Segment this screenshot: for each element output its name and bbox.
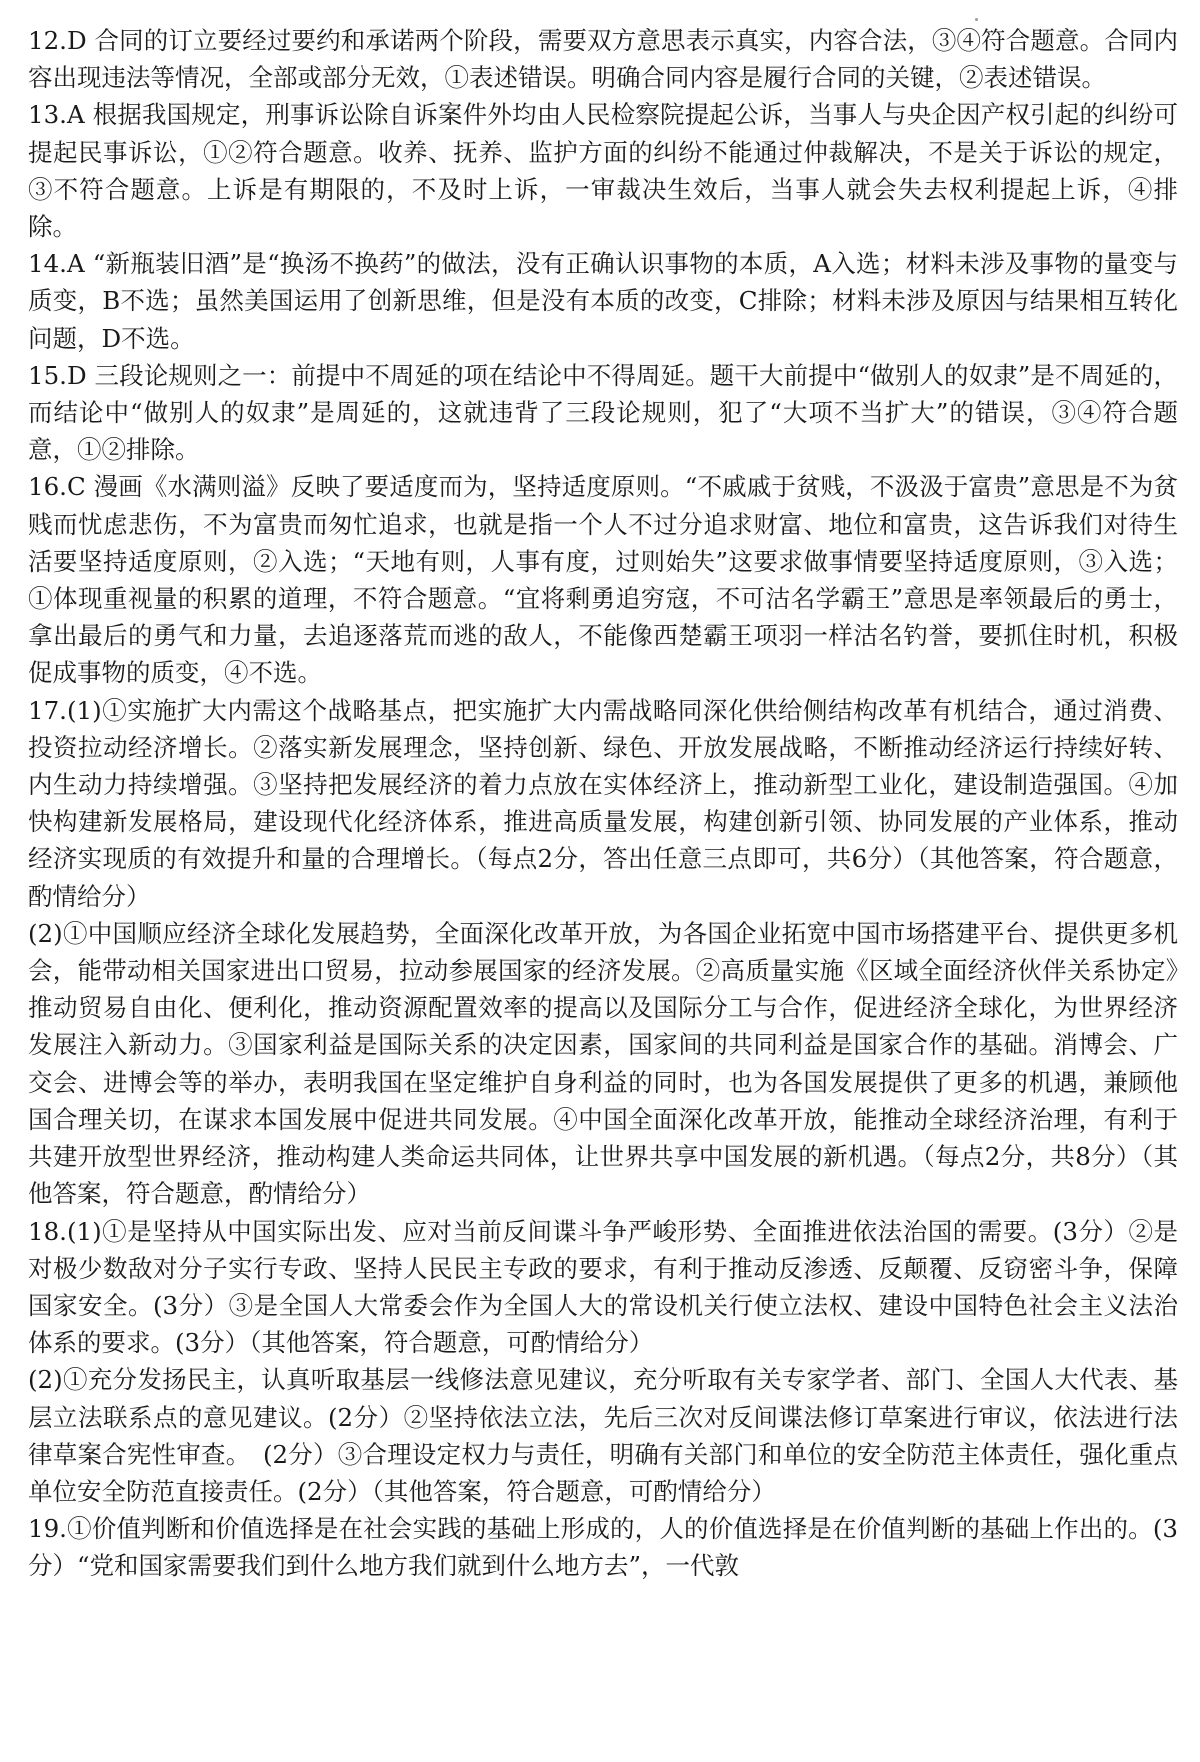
answer-q16: 16.C 漫画《水满则溢》反映了要适度而为，坚持适度原则。“不戚戚于贫贱，不汲汲于富贵”意思是不为贫贱而忧虑悲伤，不为富贵而匆忙追求，也就是指一个人不过分追求财富、地位和富贵，这告诉我们对待生活要坚持适度原则，②入选；“天地有则，人事有度，过则始失”这要求做事情要坚持适度原则，③入选；①体现重视量的积累的道理，不符合题意。“宜将剩勇追穷寇，不可沽名学霸王”意思是率领最后的勇士，拿出最后的勇气和力量，去追逐落荒而逃的敌人，不能像西楚霸王项羽一样沽名钓誉，要抓住时机，积极促成事物的质变，④不选。: [28, 472, 1178, 688]
answer-q17-part2: (2)①中国顺应经济全球化发展趋势，全面深化改革开放，为各国企业拓宽中国市场搭建平台、提供更多机会，能带动相关国家进出口贸易，拉动参展国家的经济发展。②高质量实施《区域全面经济伙伴关系协定》推动贸易自由化、便利化，推动资源配置效率的提高以及国际分工与合作，促进经济全球化，为世界经济发展注入新动力。③国家利益是国际关系的决定因素，国家间的共同利益是国家合作的基础。消博会、广交会、进博会等的举办，表明我国在坚定维护自身利益的同时，也为各国发展提供了更多的机遇，兼顾他国合理关切，在谋求本国发展中促进共同发展。④中国全面深化改革开放，能推动全球经济治理，有利于共建开放型世界经济，推动构建人类命运共同体，让世界共享中国发展的新机遇。（每点2分，共8分）（其他答案，符合题意，酌情给分）: [28, 918, 1178, 1209]
answer-document: [28, 22, 1178, 1585]
answer-q19: 19.①价值判断和价值选择是在社会实践的基础上形成的，人的价值选择是在价值判断的基础上作出的。(3分）“党和国家需要我们到什么地方我们就到什么地方去”，一代敦: [28, 1514, 1178, 1581]
answer-q13: 13.A 根据我国规定，刑事诉讼除自诉案件外均由人民检察院提起公诉，当事人与央企因产权引起的纠纷可提起民事诉讼，①②符合题意。收养、抚养、监护方面的纠纷不能通过仲裁解决，不是关于诉讼的规定，③不符合题意。上诉是有期限的，不及时上诉，一审裁决生效后，当事人就会失去权利提起上诉，④排除。: [28, 100, 1178, 242]
answer-q17-part1: 17.(1)①实施扩大内需这个战略基点，把实施扩大内需战略同深化供给侧结构改革有机结合，通过消费、投资拉动经济增长。②落实新发展理念，坚持创新、绿色、开放发展战略，不断推动经济运行持续好转、内生动力持续增强。③坚持把发展经济的着力点放在实体经济上，推动新型工业化，建设制造强国。④加快构建新发展格局，建设现代化经济体系，推进高质量发展，构建创新引领、协同发展的产业体系，推动经济实现质的有效提升和量的合理增长。（每点2分，答出任意三点即可，共6分）（其他答案，符合题意，酌情给分）: [28, 695, 1178, 911]
answer-q18-part1: 18.(1)①是坚持从中国实际出发、应对当前反间谍斗争严峻形势、全面推进依法治国的需要。(3分）②是对极少数敌对分子实行专政、坚持人民民主专政的要求，有利于推动反渗透、反颠覆、反窃密斗争，保障国家安全。(3分）③是全国人大常委会作为全国人大的常设机关行使立法权、建设中国特色社会主义法治体系的要求。(3分）（其他答案，符合题意，可酌情给分）: [28, 1216, 1178, 1358]
answer-q14: 14.A “新瓶装旧酒”是“换汤不换药”的做法，没有正确认识事物的本质，A入选；材料未涉及事物的量变与质变，B不选；虽然美国运用了创新思维，但是没有本质的改变，C排除；材料未涉及原因与结果相互转化问题，D不选。: [28, 249, 1178, 353]
answer-q18-part2: (2)①充分发扬民主，认真听取基层一线修法意见建议，充分听取有关专家学者、部门、全国人大代表、基层立法联系点的意见建议。(2分）②坚持依法立法，先后三次对反间谍法修订草案进行审议，依法进行法律草案合宪性审查。 (2分）③合理设定权力与责任，明确有关部门和单位的安全防范主体责任，强化重点单位安全防范直接责任。(2分）（其他答案，符合题意，可酌情给分）: [28, 1365, 1178, 1506]
scan-speck: [975, 18, 978, 21]
answer-q12: 12.D 合同的订立要经过要约和承诺两个阶段，需要双方意思表示真实，内容合法，③④符合题意。合同内容出现违法等情况，全部或部分无效，①表述错误。明确合同内容是履行合同的关键，②表述错误。: [28, 26, 1178, 93]
answer-q15: 15.D 三段论规则之一：前提中不周延的项在结论中不得周延。题干大前提中“做别人的奴隶”是不周延的，而结论中“做别人的奴隶”是周延的，这就违背了三段论规则，犯了“大项不当扩大”的错误，③④符合题意，①②排除。: [28, 360, 1178, 465]
